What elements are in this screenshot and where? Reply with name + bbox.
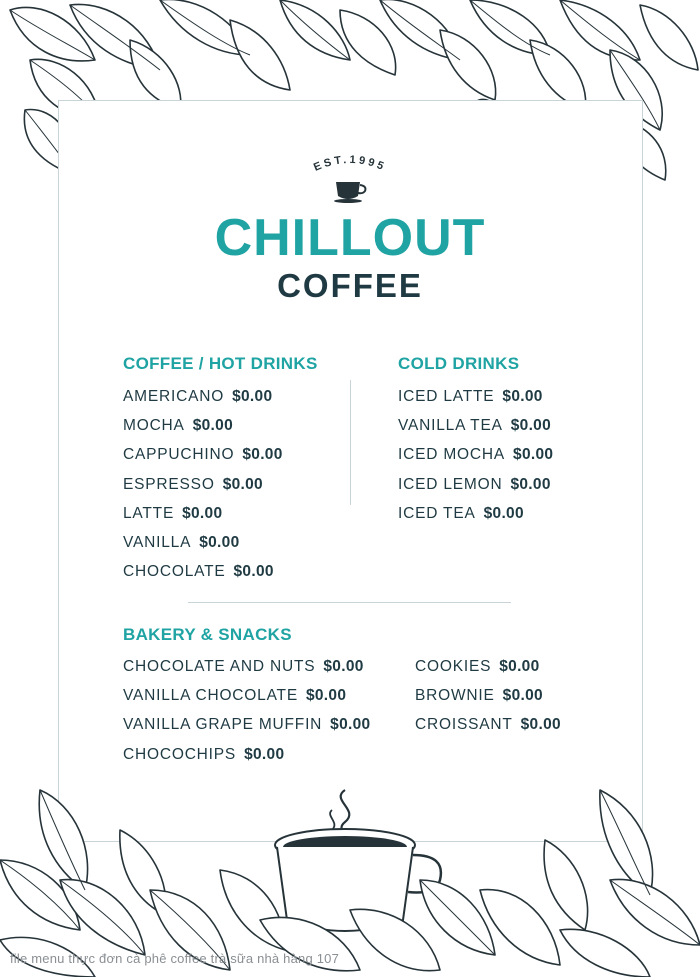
menu-item-name: CHOCOCHIPS bbox=[123, 745, 237, 763]
column-divider bbox=[350, 380, 351, 505]
cold-drinks-list bbox=[398, 382, 553, 528]
section-title-hot-drinks: COFFEE / HOT DRINKS bbox=[123, 354, 318, 373]
menu-item-name: CROISSANT bbox=[415, 716, 513, 734]
menu-item-name: ICED MOCHA bbox=[398, 446, 506, 464]
menu-item-price: $0.00 bbox=[222, 475, 263, 493]
menu-item-price: $0.00 bbox=[244, 745, 285, 763]
svg-text:EST.1995 bbox=[312, 154, 388, 174]
menu-item bbox=[398, 470, 553, 499]
menu-item bbox=[123, 740, 370, 769]
menu-item bbox=[123, 528, 283, 557]
section-title-bakery: BAKERY & SNACKS bbox=[123, 625, 292, 644]
menu-item bbox=[123, 382, 283, 411]
menu-item-name: MOCHA bbox=[123, 417, 185, 435]
menu-item bbox=[415, 652, 561, 681]
menu-item-price: $0.00 bbox=[330, 716, 371, 734]
menu-item-name: ICED LEMON bbox=[398, 475, 503, 493]
brand-name: CHILLOUT bbox=[214, 209, 486, 267]
menu-item-name: VANILLA CHOCOLATE bbox=[123, 687, 298, 705]
menu-item-price: $0.00 bbox=[510, 417, 552, 435]
menu-item-price: $0.00 bbox=[305, 687, 347, 705]
menu-item bbox=[398, 440, 553, 469]
menu-item bbox=[123, 470, 283, 499]
menu-item-price: $0.00 bbox=[513, 446, 554, 464]
menu-item bbox=[123, 411, 283, 440]
menu-item-name: VANILLA GRAPE MUFFIN bbox=[123, 716, 323, 734]
menu-item bbox=[398, 499, 553, 528]
menu-item bbox=[123, 557, 283, 586]
menu-item-name: ICED LATTE bbox=[398, 388, 495, 405]
menu-item-price: $0.00 bbox=[192, 417, 233, 435]
watermark-caption: file menu thực đơn cà phê coffee trà sữa nhà hàng 107 bbox=[10, 951, 339, 966]
menu-item-price: $0.00 bbox=[483, 504, 524, 522]
menu-item bbox=[123, 499, 283, 528]
menu-item-price: $0.00 bbox=[199, 533, 240, 551]
leaf-border-bottom bbox=[0, 770, 700, 977]
section-divider bbox=[188, 602, 511, 603]
menu-item bbox=[398, 411, 553, 440]
menu-item-name: ICED TEA bbox=[398, 504, 476, 522]
menu-item-name: AMERICANO bbox=[123, 388, 225, 405]
section-title-cold-drinks: COLD DRINKS bbox=[398, 354, 520, 373]
menu-item-name: CAPPUCHINO bbox=[123, 446, 235, 464]
menu-item bbox=[415, 681, 561, 710]
bakery-list-left bbox=[123, 652, 370, 769]
coffee-cup-icon bbox=[331, 178, 369, 204]
menu-item-price: $0.00 bbox=[499, 658, 540, 675]
menu-item-price: $0.00 bbox=[510, 475, 551, 493]
menu-item bbox=[123, 652, 370, 681]
menu-item-name: VANILLA bbox=[123, 533, 192, 551]
menu-item bbox=[123, 681, 370, 710]
menu-item-price: $0.00 bbox=[323, 658, 364, 675]
menu-item-price: $0.00 bbox=[232, 388, 273, 405]
menu-item bbox=[398, 382, 553, 411]
menu-item-name: CHOCOLATE AND NUTS bbox=[123, 658, 316, 675]
menu-item-name: CHOCOLATE bbox=[123, 563, 226, 581]
menu-item-name: COOKIES bbox=[415, 658, 492, 675]
menu-item-price: $0.00 bbox=[520, 716, 561, 734]
menu-item-name: LATTE bbox=[123, 504, 175, 522]
menu-item-price: $0.00 bbox=[242, 446, 283, 464]
menu-item bbox=[415, 710, 561, 739]
menu-item-name: ESPRESSO bbox=[123, 475, 215, 493]
established-text: EST.1995 bbox=[311, 153, 389, 174]
hot-drinks-list bbox=[123, 382, 283, 586]
menu-item bbox=[123, 710, 370, 739]
menu-item-price: $0.00 bbox=[233, 563, 274, 581]
menu-item bbox=[123, 440, 283, 469]
menu-item-price: $0.00 bbox=[502, 388, 543, 405]
menu-item-price: $0.00 bbox=[502, 687, 543, 705]
menu-item-name: VANILLA TEA bbox=[398, 417, 503, 435]
menu-item-price: $0.00 bbox=[182, 504, 223, 522]
bakery-list-right bbox=[415, 652, 561, 740]
menu-item-name: BROWNIE bbox=[415, 687, 495, 705]
brand-subtitle: COFFEE bbox=[277, 267, 423, 304]
